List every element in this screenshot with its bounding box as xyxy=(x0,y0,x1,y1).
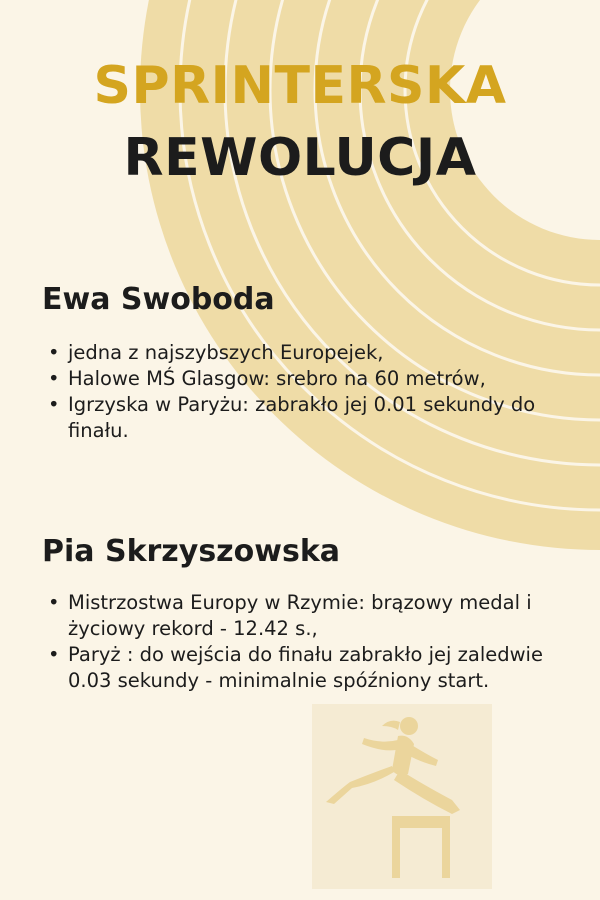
title-line-2: REWOLUCJA xyxy=(123,128,477,188)
hurdler-icon xyxy=(312,704,492,889)
list-item-text: jedna z najszybszych Europejek, xyxy=(68,341,384,364)
bullet: • xyxy=(48,591,60,614)
list-item xyxy=(48,392,596,444)
athlete-facts-skrzyszowska xyxy=(48,590,548,694)
athlete-name-swoboda: Ewa Swoboda xyxy=(42,282,275,317)
bullet: • xyxy=(48,341,60,364)
list-item xyxy=(48,366,596,392)
bullet: • xyxy=(48,643,60,666)
athlete-facts-swoboda xyxy=(48,340,596,444)
list-item xyxy=(48,642,548,694)
list-item-text: Mistrzostwa Europy w Rzymie: brązowy medal i życiowy rekord - 12.42 s., xyxy=(68,591,532,640)
list-item-text: Halowe MŚ Glasgow: srebro na 60 metrów, xyxy=(68,367,486,390)
title-line-1: SPRINTERSKA xyxy=(93,56,507,116)
list-item-text: Igrzyska w Paryżu: zabrakło jej 0.01 sekundy do finału. xyxy=(68,393,536,442)
bullet: • xyxy=(48,393,60,416)
athlete-name-skrzyszowska: Pia Skrzyszowska xyxy=(42,534,341,569)
list-item-text: Paryż : do wejścia do finału zabrakło jej zaledwie 0.03 sekundy - minimalnie spóźniony start. xyxy=(68,643,543,692)
list-item xyxy=(48,590,548,642)
bullet: • xyxy=(48,367,60,390)
list-item xyxy=(48,340,596,366)
